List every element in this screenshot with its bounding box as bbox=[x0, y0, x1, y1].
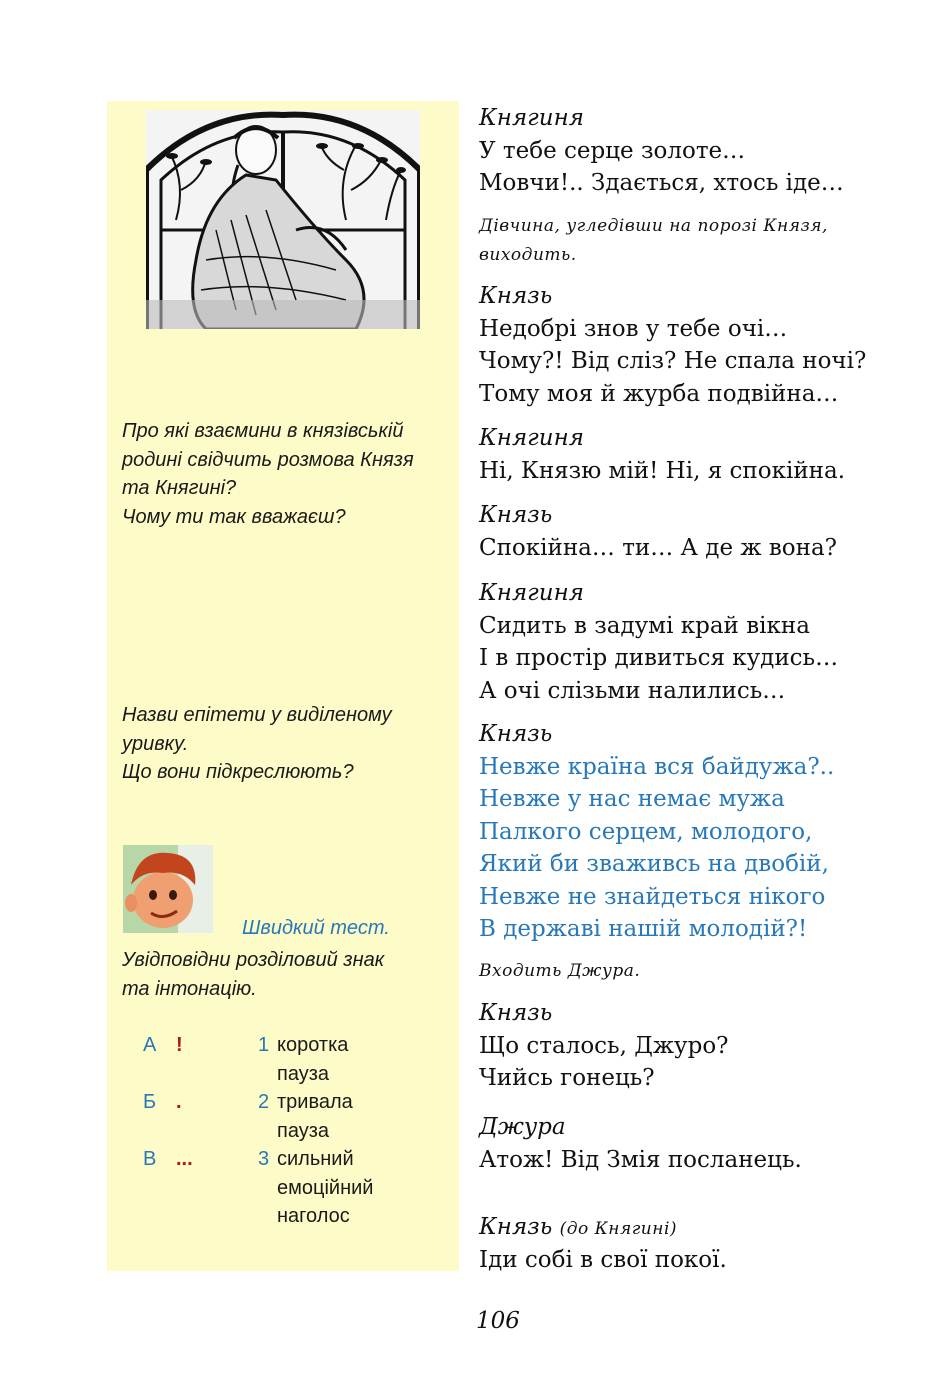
dialogue-line: Що сталось, Джуро? bbox=[479, 1032, 729, 1059]
princess-illustration bbox=[146, 110, 420, 329]
question-line: Назви епітети у виділеному bbox=[122, 704, 392, 726]
question-line: Що вони підкреслюють? bbox=[122, 761, 354, 783]
question-epithets bbox=[122, 701, 452, 787]
dialogue-block-4 bbox=[479, 499, 837, 564]
stage-line: Входить Джура. bbox=[479, 961, 641, 981]
question-line: Про які взаємини в князівській bbox=[122, 420, 404, 442]
dialogue-line: Недобрі знов у тебе очі… bbox=[479, 315, 788, 342]
dialogue-line: Іди собі в свої покої. bbox=[479, 1246, 727, 1273]
speaker-name: Княгиня bbox=[479, 105, 584, 131]
item-line: пауза bbox=[277, 1062, 330, 1085]
match-item-3-text bbox=[277, 1145, 373, 1231]
highlighted-line: Невже країна вся байдужа?.. bbox=[479, 753, 835, 780]
match-option-c bbox=[143, 1145, 156, 1174]
speaker-name: Князь bbox=[479, 1214, 553, 1240]
match-letter: Б bbox=[143, 1091, 157, 1113]
speaker-name: Князь bbox=[479, 283, 553, 309]
dialogue-line: А очі слізьми налились… bbox=[479, 677, 786, 704]
match-number: 3 bbox=[258, 1148, 270, 1170]
question-line: Чому ти так вважаєш? bbox=[122, 505, 346, 528]
dialogue-block-5 bbox=[479, 577, 838, 707]
item-line: емоційний bbox=[277, 1176, 374, 1199]
match-item-1 bbox=[258, 1031, 269, 1060]
dialogue-line: Спокійна… ти… А де ж вона? bbox=[479, 534, 838, 561]
match-option-b bbox=[143, 1088, 156, 1117]
item-line: коротка bbox=[277, 1034, 349, 1056]
dialogue-line: Ні, Князю мій! Ні, я спокійна. bbox=[479, 457, 846, 484]
speaker-name: Княгиня bbox=[479, 425, 584, 451]
match-letter: В bbox=[143, 1148, 157, 1170]
speaker-name: Князь bbox=[479, 502, 553, 528]
match-item-2-text bbox=[277, 1088, 353, 1145]
question-line: та Княгині? bbox=[122, 477, 237, 499]
match-symbol-a bbox=[176, 1031, 183, 1060]
stage-direction-2 bbox=[479, 957, 640, 986]
dialogue-block-9 bbox=[479, 1211, 727, 1276]
match-option-a bbox=[143, 1031, 156, 1060]
page-number: 106 bbox=[476, 1308, 520, 1334]
dialogue-line: У тебе серце золоте… bbox=[479, 137, 746, 164]
quick-test-task bbox=[122, 946, 452, 1003]
speaker-name: Джура bbox=[479, 1114, 566, 1140]
question-relationships bbox=[122, 417, 452, 531]
kid-mascot-image bbox=[123, 845, 213, 933]
item-line: наголос bbox=[277, 1205, 350, 1227]
match-letter: А bbox=[143, 1034, 157, 1056]
item-line: тривала bbox=[277, 1091, 353, 1113]
punctuation-symbol: . bbox=[176, 1091, 182, 1113]
match-item-1-text bbox=[277, 1031, 348, 1088]
dialogue-block-6 bbox=[479, 718, 834, 946]
match-symbol-b bbox=[176, 1088, 182, 1117]
dialogue-line: Чому?! Від сліз? Не спала ночі? bbox=[479, 348, 867, 374]
highlighted-line: Який би зваживсь на двобій, bbox=[479, 851, 829, 877]
question-line: уривку. bbox=[122, 732, 189, 755]
item-line: пауза bbox=[277, 1119, 330, 1142]
speaker-note: (до Княгині) bbox=[559, 1219, 678, 1239]
stage-line: Дівчина, угледівши на порозі Князя, bbox=[479, 216, 828, 236]
match-number: 2 bbox=[258, 1091, 270, 1113]
dialogue-block-8 bbox=[479, 1111, 802, 1176]
dialogue-block-3 bbox=[479, 422, 845, 487]
match-item-3 bbox=[258, 1145, 269, 1174]
punctuation-symbol: ... bbox=[176, 1148, 193, 1170]
highlighted-line: Невже у нас немає мужа bbox=[479, 786, 785, 812]
dialogue-line: Атож! Від Змія посланець. bbox=[479, 1146, 802, 1173]
dialogue-line: Тому моя й журба подвійна… bbox=[479, 380, 839, 407]
item-line: сильний bbox=[277, 1148, 354, 1170]
match-symbol-c bbox=[176, 1145, 193, 1174]
dialogue-line: Чийсь гонець? bbox=[479, 1065, 655, 1091]
dialogue-block-7 bbox=[479, 997, 729, 1095]
speaker-name: Князь bbox=[479, 721, 553, 747]
highlighted-line: Палкого серцем, молодого, bbox=[479, 818, 813, 845]
highlighted-line: Невже не знайдеться нікого bbox=[479, 883, 826, 910]
task-line: та інтонацію. bbox=[122, 977, 257, 1000]
dialogue-line: І в простір дивиться кудись… bbox=[479, 645, 839, 671]
match-item-2 bbox=[258, 1088, 269, 1117]
punctuation-symbol: ! bbox=[176, 1034, 183, 1056]
highlighted-line: В державі нашій молодій?! bbox=[479, 916, 808, 942]
task-line: Увідповідни розділовий знак bbox=[122, 949, 385, 971]
stage-direction-1 bbox=[479, 212, 828, 269]
dialogue-line: Сидить в задумі край вікна bbox=[479, 612, 810, 639]
speaker-name: Князь bbox=[479, 1000, 553, 1026]
dialogue-line: Мовчи!.. Здається, хтось іде… bbox=[479, 170, 844, 196]
dialogue-block-1 bbox=[479, 102, 844, 200]
match-number: 1 bbox=[258, 1034, 270, 1056]
question-line: родині свідчить розмова Князя bbox=[122, 448, 414, 471]
speaker-name: Княгиня bbox=[479, 580, 584, 606]
stage-line: виходить. bbox=[479, 244, 577, 265]
dialogue-block-2 bbox=[479, 280, 866, 410]
quick-test-title: Швидкий тест. bbox=[242, 917, 390, 939]
